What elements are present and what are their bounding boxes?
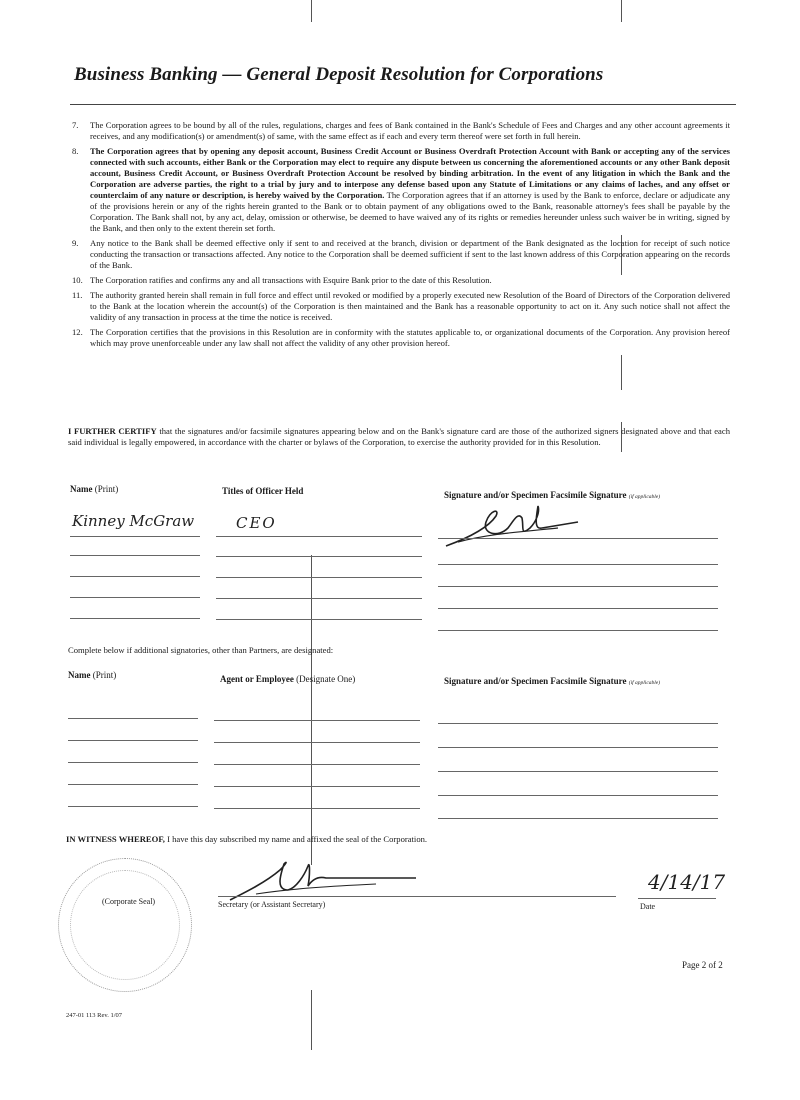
- item-number: 10.: [72, 275, 83, 285]
- resolution-item-10: [72, 275, 730, 286]
- witness-statement: [66, 834, 427, 844]
- certification-paragraph: [68, 426, 730, 448]
- officer-title-header: Titles of Officer Held: [222, 486, 304, 496]
- agent-name-line: [68, 806, 198, 807]
- handwritten-date: 4/14/17: [648, 870, 726, 894]
- scan-line: [311, 990, 312, 1050]
- title-divider: [70, 104, 736, 105]
- resolution-item-7: [72, 120, 730, 142]
- officer-title-line: [216, 598, 422, 599]
- certify-lead: I FURTHER CERTIFY: [68, 426, 157, 436]
- item-text-regular: The Corporation agrees that if an attorney is used by the Bank to enforce, declare or adjudicate any of the provisions herein or any of the rights herein granted to the Bank or to obtain payment of any obligations owed to the Bank, reasonable attorney's fees shall be payable by the Corporation. The Bank shall not, by any act, delay, omission or otherwise, be deemed to have waived any of its rights or remedies hereunder unless such waiver be in writing, signed by the Bank, and then only to the extent therein set forth.: [90, 190, 730, 233]
- header-label: Signature and/or Specimen Facsimile Signature: [444, 490, 627, 500]
- witness-text: I have this day subscribed my name and affixed the seal of the Corporation.: [164, 834, 428, 844]
- agent-signature-line: [438, 818, 718, 819]
- agent-signature-line: [438, 771, 718, 772]
- header-label: Name: [70, 484, 93, 494]
- item-text: The authority granted herein shall remain in full force and effect until revoked or modified by a properly executed new Resolution of the Board of Directors of the Corporation delivered to the Bank at the location wherein the account(s) of the Corporation is then maintained and the Bank has a reasonable opportunity to act on it. Any such notice shall not affect the validity of any transaction in process at the time the notice is received.: [90, 290, 730, 322]
- header-suffix: (Designate One): [293, 674, 356, 684]
- item-number: 9.: [72, 238, 79, 248]
- officer-title-line: [216, 619, 422, 620]
- header-note: (if applicable): [628, 680, 661, 686]
- header-label: Name: [68, 670, 91, 680]
- officer-signature-line: [438, 586, 718, 587]
- additional-signatories-note: Complete below if additional signatories, other than Partners, are designated:: [68, 645, 334, 655]
- agent-type-line: [214, 742, 420, 743]
- corporate-seal-label: (Corporate Seal): [102, 897, 156, 906]
- handwritten-officer-name: Kinney McGraw: [72, 512, 195, 530]
- agent-signature-line: [438, 723, 718, 724]
- handwritten-officer-title: CEO: [236, 514, 277, 532]
- header-suffix: (Print): [92, 484, 119, 494]
- page-title: Business Banking — General Deposit Resolution for Corporations: [74, 64, 604, 85]
- item-number: 7.: [72, 120, 79, 130]
- header-label: Signature and/or Specimen Facsimile Signature: [444, 676, 627, 686]
- officer-name-line: [70, 618, 200, 619]
- officer-signature-line: [438, 564, 718, 565]
- item-text-bold: The Corporation agrees that by opening any deposit account, Business Credit Account or Business Overdraft Protection Account with Bank or accepting any of the services connected with such accounts, either Bank or the Corporation may elect to require any dispute between us concerning the aforementioned accounts or any other Bank deposit account, Business Credit Account, or Business Overdraft Protection Account be resolved by binding arbitration. In the event of any litigation in which the Bank and the Corporation are adverse parties, the right to a trial by jury and to interpose any defense based upon any Statute of Limitations or any claims of laches, and any offset or counterclaim of any nature or description, is hereby waived by the Corporation.: [90, 146, 730, 200]
- item-number: 11.: [72, 290, 83, 300]
- officer-title-line: [216, 577, 422, 578]
- agent-name-line: [68, 784, 198, 785]
- date-label: Date: [640, 902, 656, 911]
- agent-signature-line: [438, 747, 718, 748]
- item-number: 8.: [72, 146, 79, 156]
- officer-signature-line: [438, 538, 718, 539]
- resolution-item-9: [72, 238, 730, 271]
- officer-name-header: [70, 484, 118, 494]
- agent-type-line: [214, 720, 420, 721]
- scan-line: [311, 555, 312, 865]
- certify-text: that the signatures and/or facsimile signatures appearing below and on the Bank's signature card are those of the authorized signers designated above and that each said individual is legally empowered, in accordance with the charter or bylaws of the Corporation, to exercise the authority provided for in this Resolution.: [68, 426, 730, 447]
- scan-line: [621, 0, 622, 22]
- officer-signature-line: [438, 608, 718, 609]
- agent-type-header: [220, 674, 355, 684]
- agent-name-line: [68, 762, 198, 763]
- resolution-item-11: [72, 290, 730, 323]
- date-line: [638, 898, 716, 899]
- header-label: Agent or Employee: [220, 674, 294, 684]
- item-text: [90, 146, 730, 234]
- item-text: The Corporation ratifies and confirms any and all transactions with Esquire Bank prior to the date of this Resolution.: [90, 275, 492, 285]
- officer-name-line: [70, 597, 200, 598]
- secretary-label: Secretary (or Assistant Secretary): [218, 900, 326, 909]
- page-number: Page 2 of 2: [682, 960, 723, 970]
- header-note: (if applicable): [628, 494, 661, 500]
- agent-name-line: [68, 740, 198, 741]
- agent-type-line: [214, 786, 420, 787]
- agent-type-line: [214, 808, 420, 809]
- officer-name-line: [70, 536, 200, 537]
- officer-name-line: [70, 555, 200, 556]
- officer-name-line: [70, 576, 200, 577]
- officer-title-line: [216, 536, 422, 537]
- resolution-item-8: [72, 146, 730, 234]
- witness-lead: IN WITNESS WHEREOF,: [66, 834, 165, 844]
- resolution-item-12: [72, 327, 730, 349]
- officer-title-line: [216, 556, 422, 557]
- agent-signature-line: [438, 795, 718, 796]
- resolution-items: [72, 120, 730, 353]
- header-suffix: (Print): [90, 670, 117, 680]
- agent-signature-header: [444, 676, 660, 686]
- agent-type-line: [214, 764, 420, 765]
- secretary-signature-line: [218, 896, 616, 897]
- officer-signature: [438, 498, 588, 558]
- form-number: 247-01 113 Rev. 1/07: [66, 1012, 123, 1019]
- corporate-seal-inner-ring: [70, 870, 180, 980]
- agent-name-line: [68, 718, 198, 719]
- agent-name-header: [68, 670, 116, 680]
- item-number: 12.: [72, 327, 83, 337]
- item-text: The Corporation certifies that the provisions in this Resolution are in conformity with the statutes applicable to, or organizational documents of the Corporation. Any provision hereof which may prove unenforceable under any law shall not affect the validity of any other provision hereof.: [90, 327, 730, 348]
- scan-line: [311, 0, 312, 22]
- secretary-signature: [226, 856, 426, 906]
- item-text: Any notice to the Bank shall be deemed effective only if sent to and received at the branch, division or department of the Bank designated as the location for receipt of such notice conducting the transaction or transactions affected. Any notice to the Corporation shall be deemed sufficient if sent to the last known address of this Corporation appearing on the records of the Bank.: [90, 238, 730, 270]
- officer-signature-line: [438, 630, 718, 631]
- scan-line: [621, 355, 622, 390]
- item-text: The Corporation agrees to be bound by all of the rules, regulations, charges and fees of Bank contained in the Bank's Schedule of Fees and Charges and any other account agreements it receives, and any modification(s) or amendment(s) of same, with the same effect as if each and every term thereof were set forth in full herein.: [90, 120, 730, 141]
